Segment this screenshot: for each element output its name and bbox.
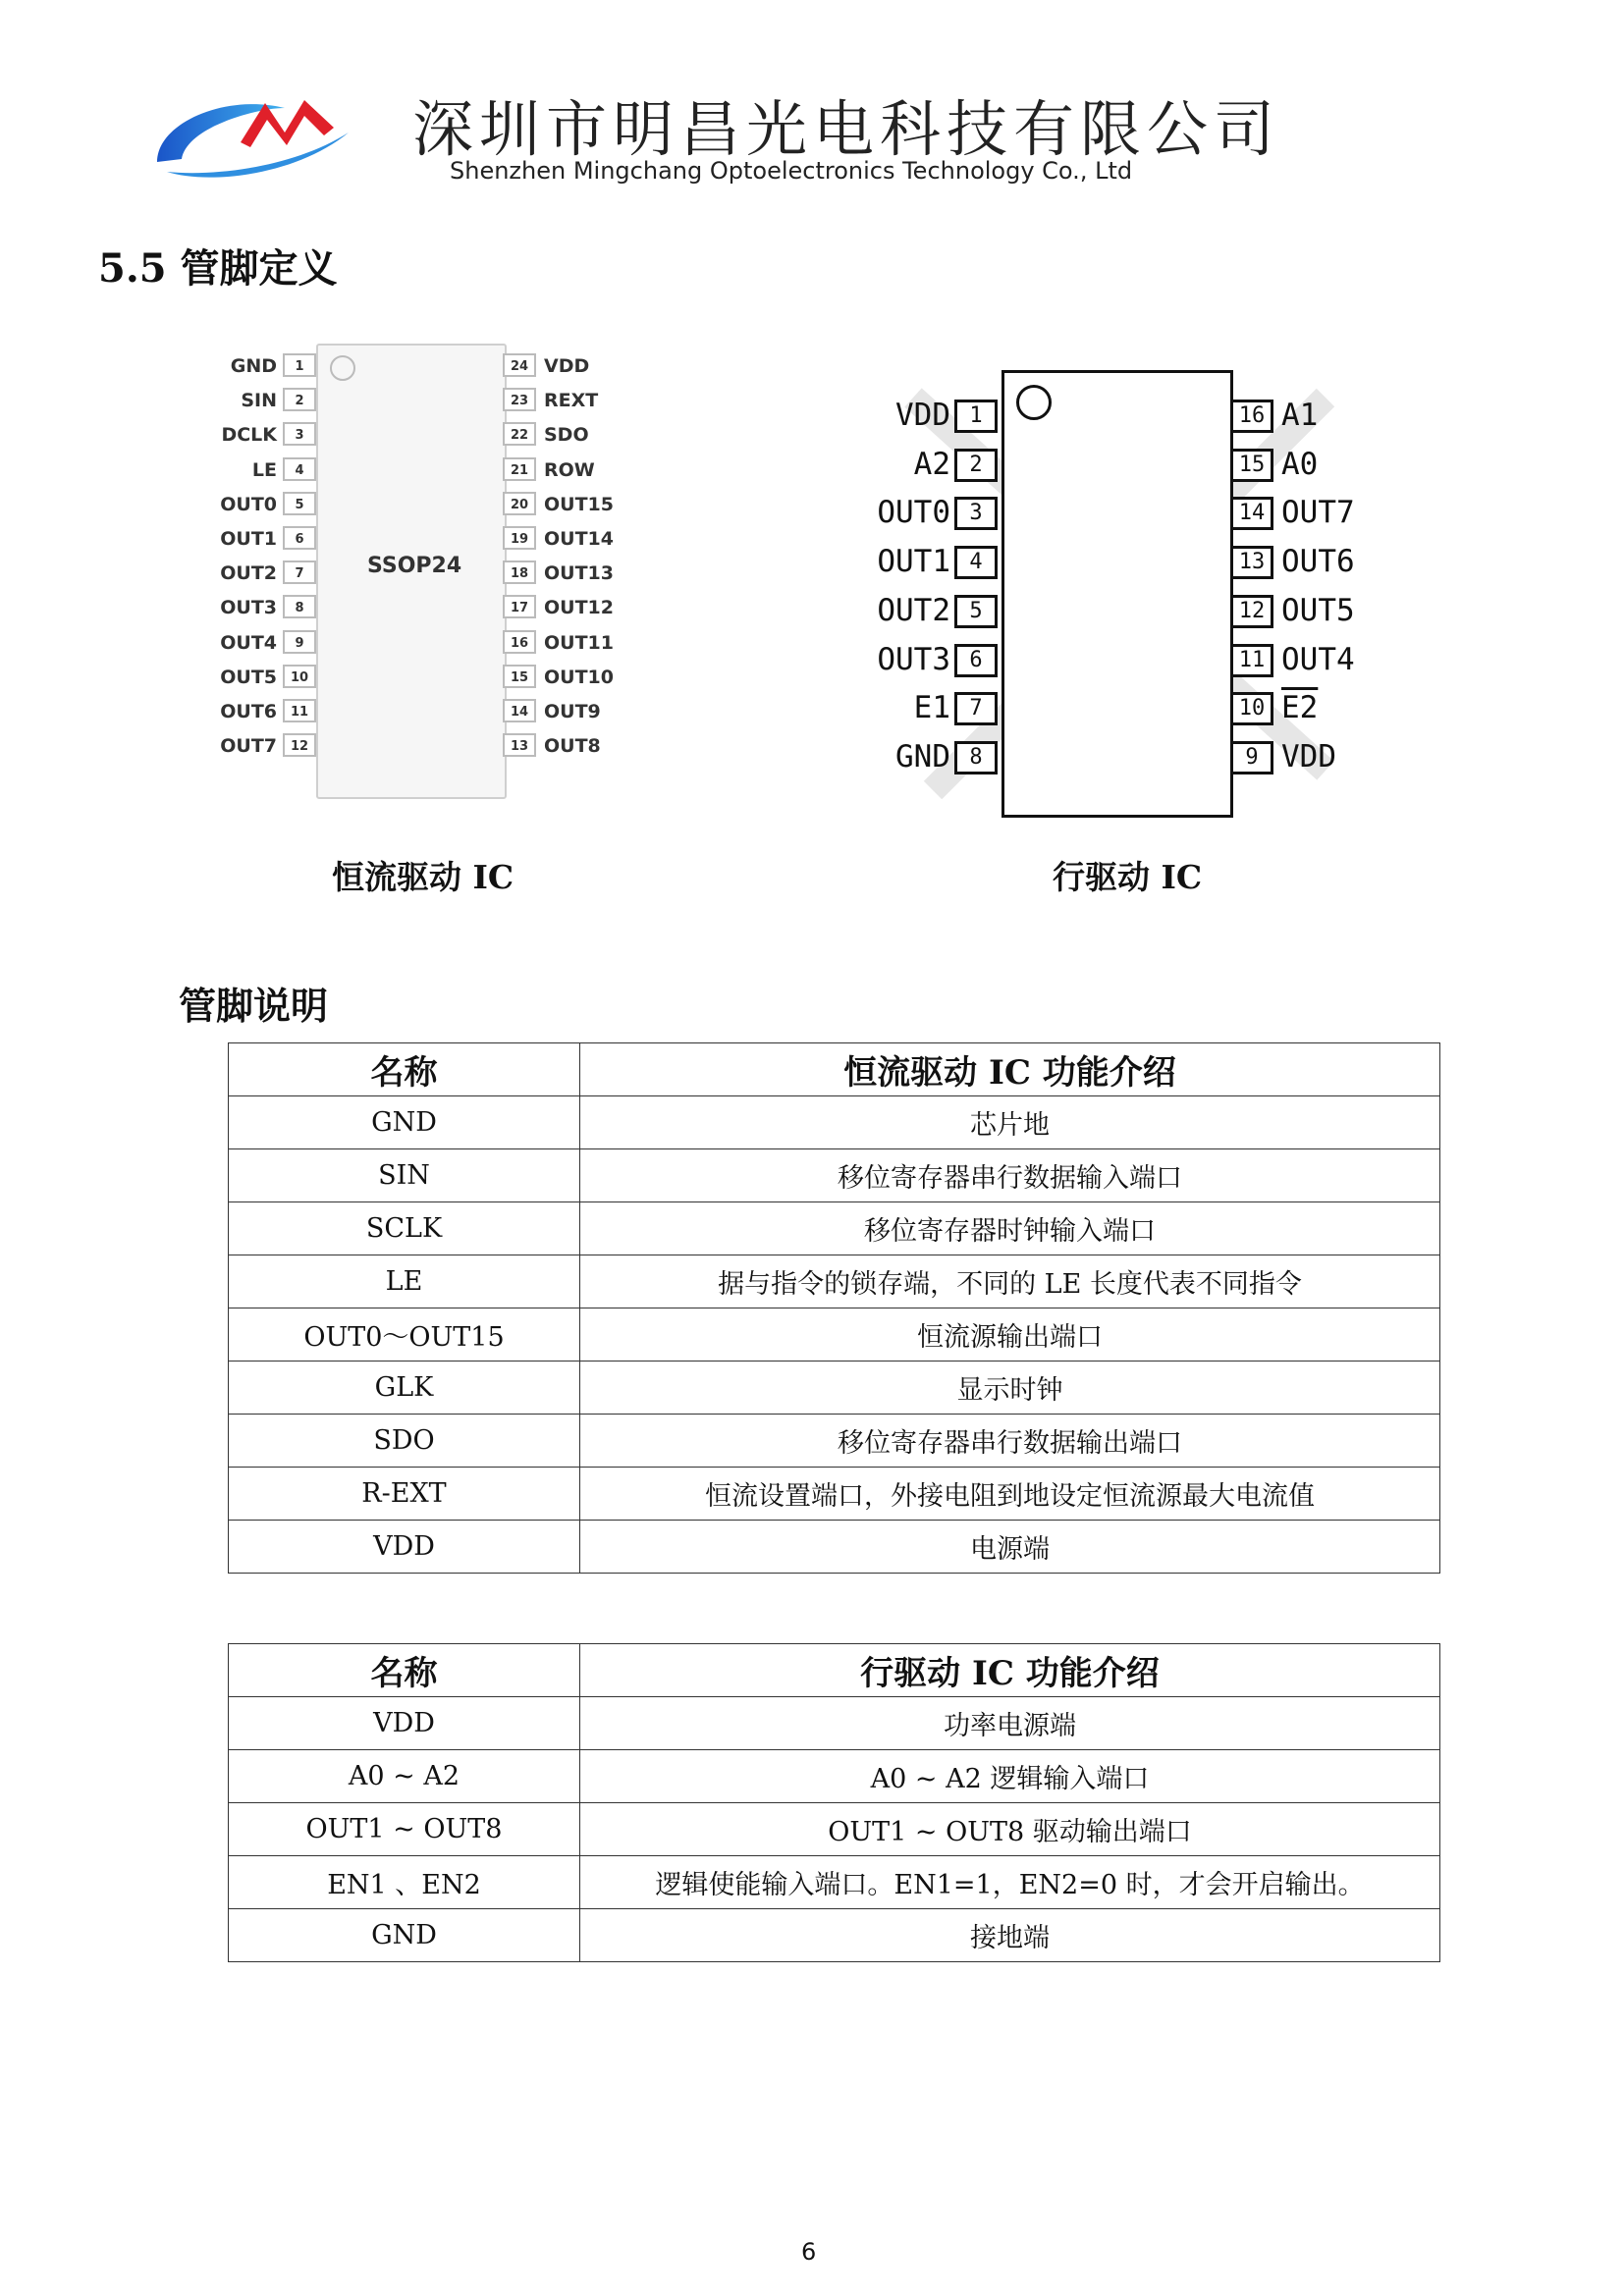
pin-name: A0: [1281, 446, 1319, 482]
pin-name: LE: [251, 458, 277, 481]
pin-row: [854, 642, 1001, 679]
pin-row: [196, 628, 316, 658]
pin-name-cell: R-EXT: [229, 1468, 580, 1521]
pin-function-cell: 显示时钟: [580, 1362, 1440, 1415]
pin-number: 15: [1230, 449, 1273, 482]
company-name-english: Shenzhen Mingchang Optoelectronics Technology Co., Ltd: [450, 157, 1133, 185]
pin-function-cell: 恒流源输出端口: [580, 1308, 1440, 1362]
pin-row: [1230, 447, 1365, 484]
pin-name: OUT5: [1281, 592, 1355, 628]
pin-name: A1: [1281, 398, 1319, 433]
company-logo: [147, 69, 373, 187]
pin-row: [854, 495, 1001, 532]
pin-function-cell: 移位寄存器时钟输入端口: [580, 1202, 1440, 1255]
pin-function-cell: 逻辑使能输入端口。EN1=1，EN2=0 时，才会开启输出。: [580, 1856, 1440, 1909]
table-row: [229, 1750, 1440, 1803]
pin-name-cell: OUT0～OUT15: [229, 1308, 580, 1362]
pin-row: [196, 455, 316, 485]
pin-name: E1: [913, 690, 950, 726]
pin-row: [1230, 398, 1365, 435]
table-row: [229, 1308, 1440, 1362]
pin-name: OUT7: [220, 735, 277, 758]
header-cell: 恒流驱动 IC 功能介绍: [580, 1043, 1440, 1096]
pin-name: OUT0: [877, 495, 950, 531]
table-row: [229, 1697, 1440, 1750]
pin-number: 22: [503, 422, 536, 446]
pin-number: 5: [954, 595, 998, 628]
pin-name-cell: EN1 、EN2: [229, 1856, 580, 1909]
pin-row: [854, 690, 1001, 727]
pin-name: SDO: [544, 424, 589, 447]
header-cell: 行驱动 IC 功能介绍: [580, 1644, 1440, 1697]
pin-name: OUT0: [220, 493, 277, 515]
pin-number: 23: [503, 388, 536, 411]
pin-name-cell: GLK: [229, 1362, 580, 1415]
pin-number: 2: [283, 388, 316, 411]
header-cell: 名称: [229, 1644, 580, 1697]
pin-number: 16: [503, 630, 536, 654]
pin-name: OUT1: [220, 528, 277, 550]
pin-row: [854, 593, 1001, 630]
pin-function-cell: 接地端: [580, 1909, 1440, 1962]
pin-name-cell: SCLK: [229, 1202, 580, 1255]
pin-number: 4: [954, 546, 998, 579]
constant-current-ic-caption: 恒流驱动 IC: [332, 858, 514, 896]
pin-name: OUT3: [220, 597, 277, 619]
pin-row: [196, 663, 316, 692]
row-driver-pin-table: [228, 1643, 1440, 1962]
pin-number: 10: [1230, 692, 1273, 725]
pin-name: OUT6: [1281, 544, 1355, 580]
pin-row: [854, 447, 1001, 484]
pin-row: [1230, 739, 1365, 776]
pin-row: [196, 351, 316, 381]
pin-name: OUT15: [544, 493, 614, 515]
pin-name: OUT14: [544, 528, 614, 550]
pin-name: OUT4: [220, 631, 277, 654]
pin-name-cell: OUT1 ~ OUT8: [229, 1803, 580, 1856]
pin-function-cell: 移位寄存器串行数据输出端口: [580, 1415, 1440, 1468]
pin-name: OUT7: [1281, 495, 1355, 531]
pin1-notch: [330, 355, 355, 381]
pin-number: 3: [954, 497, 998, 530]
pin-row: [196, 697, 316, 726]
section-title: 5.5 管脚定义: [98, 245, 338, 292]
pin-number: 2: [954, 449, 998, 482]
table-row: [229, 1468, 1440, 1521]
pin-name: OUT10: [544, 666, 614, 688]
pin-number: 21: [503, 457, 536, 481]
pin-name: A2: [913, 446, 950, 482]
pin-number: 3: [283, 422, 316, 446]
pin1-notch: [1016, 385, 1052, 420]
table-row: [229, 1521, 1440, 1574]
pin-number: 9: [1230, 741, 1273, 774]
table-header-row: [229, 1644, 1440, 1697]
pin-name-cell: GND: [229, 1096, 580, 1149]
pin-function-cell: 芯片地: [580, 1096, 1440, 1149]
pin-name: OUT1: [877, 544, 950, 580]
pin-name: OUT2: [220, 562, 277, 585]
pin-row: [503, 731, 628, 761]
row-driver-ic-diagram: [854, 358, 1365, 820]
table-row: [229, 1149, 1440, 1202]
pin-number: 6: [283, 526, 316, 550]
pin-row: [503, 559, 628, 588]
pin-name: SIN: [241, 390, 277, 412]
pin-name: OUT13: [544, 562, 614, 585]
table-row: [229, 1202, 1440, 1255]
pin-number: 12: [1230, 595, 1273, 628]
table-row: [229, 1255, 1440, 1308]
pin-function-cell: 移位寄存器串行数据输入端口: [580, 1149, 1440, 1202]
pin-row: [196, 559, 316, 588]
pin-number: 24: [503, 353, 536, 377]
pin-name: VDD: [1281, 738, 1336, 774]
pin-row: [1230, 642, 1365, 679]
pin-name: OUT5: [220, 666, 277, 688]
pin-number: 19: [503, 526, 536, 550]
pin-number: 14: [1230, 497, 1273, 530]
package-label: SSOP24: [367, 554, 462, 578]
pin-number: 4: [283, 457, 316, 481]
pin-name: REXT: [544, 390, 599, 412]
pin-name: OUT4: [1281, 641, 1355, 677]
pin-name-cell: SIN: [229, 1149, 580, 1202]
pin-name-cell: GND: [229, 1909, 580, 1962]
pin-number: 10: [283, 665, 316, 688]
pin-number: 1: [283, 353, 316, 377]
pin-row: [503, 663, 628, 692]
pin-row: [503, 386, 628, 415]
pin-name-cell: LE: [229, 1255, 580, 1308]
pin-function-cell: 电源端: [580, 1521, 1440, 1574]
pin-number: 11: [1230, 644, 1273, 677]
pin-number: 5: [283, 492, 316, 515]
pin-name-cell: VDD: [229, 1697, 580, 1750]
pin-row: [503, 593, 628, 622]
pin-row: [503, 351, 628, 381]
table-row: [229, 1096, 1440, 1149]
pin-row: [1230, 690, 1365, 727]
pin-row: [196, 386, 316, 415]
pin-number: 11: [283, 699, 316, 722]
pin-number: 13: [503, 733, 536, 757]
pin-name: OUT8: [544, 735, 601, 758]
pin-row: [196, 490, 316, 519]
pin-function-cell: OUT1 ~ OUT8 驱动输出端口: [580, 1803, 1440, 1856]
pin-function-cell: 功率电源端: [580, 1697, 1440, 1750]
pin-function-cell: 据与指令的锁存端，不同的 LE 长度代表不同指令: [580, 1255, 1440, 1308]
pin-row: [1230, 593, 1365, 630]
pin-name: E2: [1281, 690, 1319, 726]
pin-number: 18: [503, 561, 536, 584]
pin-row: [196, 593, 316, 622]
pin-row: [503, 628, 628, 658]
pin-number: 20: [503, 492, 536, 515]
table-row: [229, 1856, 1440, 1909]
pin-row: [503, 455, 628, 485]
pin-row: [196, 524, 316, 554]
page-number: 6: [801, 2238, 817, 2266]
pin-row: [854, 544, 1001, 581]
header-cell: 名称: [229, 1043, 580, 1096]
pin-row: [503, 697, 628, 726]
pin-number: 7: [283, 561, 316, 584]
pin-number: 1: [954, 400, 998, 433]
pin-name: GND: [895, 738, 950, 774]
pin-number: 15: [503, 665, 536, 688]
pin-name: OUT12: [544, 597, 614, 619]
pin-number: 13: [1230, 546, 1273, 579]
chip-body: [1001, 370, 1233, 818]
constant-current-ic-diagram: [196, 344, 628, 805]
pin-row: [503, 420, 628, 450]
pin-name: OUT6: [220, 701, 277, 722]
pin-row: [503, 524, 628, 554]
pin-name: GND: [230, 355, 277, 377]
pin-number: 7: [954, 692, 998, 725]
pin-name: DCLK: [221, 424, 277, 447]
pin-name: OUT2: [877, 592, 950, 628]
pin-name: ROW: [544, 458, 595, 481]
pin-row: [854, 398, 1001, 435]
pin-name: OUT9: [544, 701, 601, 722]
pin-name-cell: VDD: [229, 1521, 580, 1574]
pin-name: VDD: [895, 398, 950, 433]
pin-number: 14: [503, 699, 536, 722]
pin-name-cell: A0 ~ A2: [229, 1750, 580, 1803]
table-row: [229, 1415, 1440, 1468]
pin-number: 9: [283, 630, 316, 654]
pin-number: 6: [954, 644, 998, 677]
pin-row: [1230, 495, 1365, 532]
pin-function-cell: 恒流设置端口，外接电阻到地设定恒流源最大电流值: [580, 1468, 1440, 1521]
pin-name-cell: SDO: [229, 1415, 580, 1468]
pin-number: 17: [503, 595, 536, 618]
table-row: [229, 1803, 1440, 1856]
pin-row: [196, 731, 316, 761]
constant-current-pin-table: [228, 1042, 1440, 1574]
pin-number: 8: [954, 741, 998, 774]
pin-row: [854, 739, 1001, 776]
pin-name: OUT3: [877, 641, 950, 677]
company-name-chinese: 深圳市明昌光电科技有限公司: [412, 93, 1281, 165]
table-row: [229, 1909, 1440, 1962]
pin-row: [503, 490, 628, 519]
pin-description-heading: 管脚说明: [179, 984, 329, 1028]
pin-name: VDD: [544, 355, 590, 377]
table-row: [229, 1362, 1440, 1415]
table-header-row: [229, 1043, 1440, 1096]
pin-row: [196, 420, 316, 450]
pin-function-cell: A0 ~ A2 逻辑输入端口: [580, 1750, 1440, 1803]
chip-body: [316, 344, 507, 799]
pin-number: 16: [1230, 400, 1273, 433]
row-driver-ic-caption: 行驱动 IC: [1053, 858, 1203, 896]
pin-number: 8: [283, 595, 316, 618]
pin-name: OUT11: [544, 631, 614, 654]
pin-row: [1230, 544, 1365, 581]
pin-number: 12: [283, 733, 316, 757]
